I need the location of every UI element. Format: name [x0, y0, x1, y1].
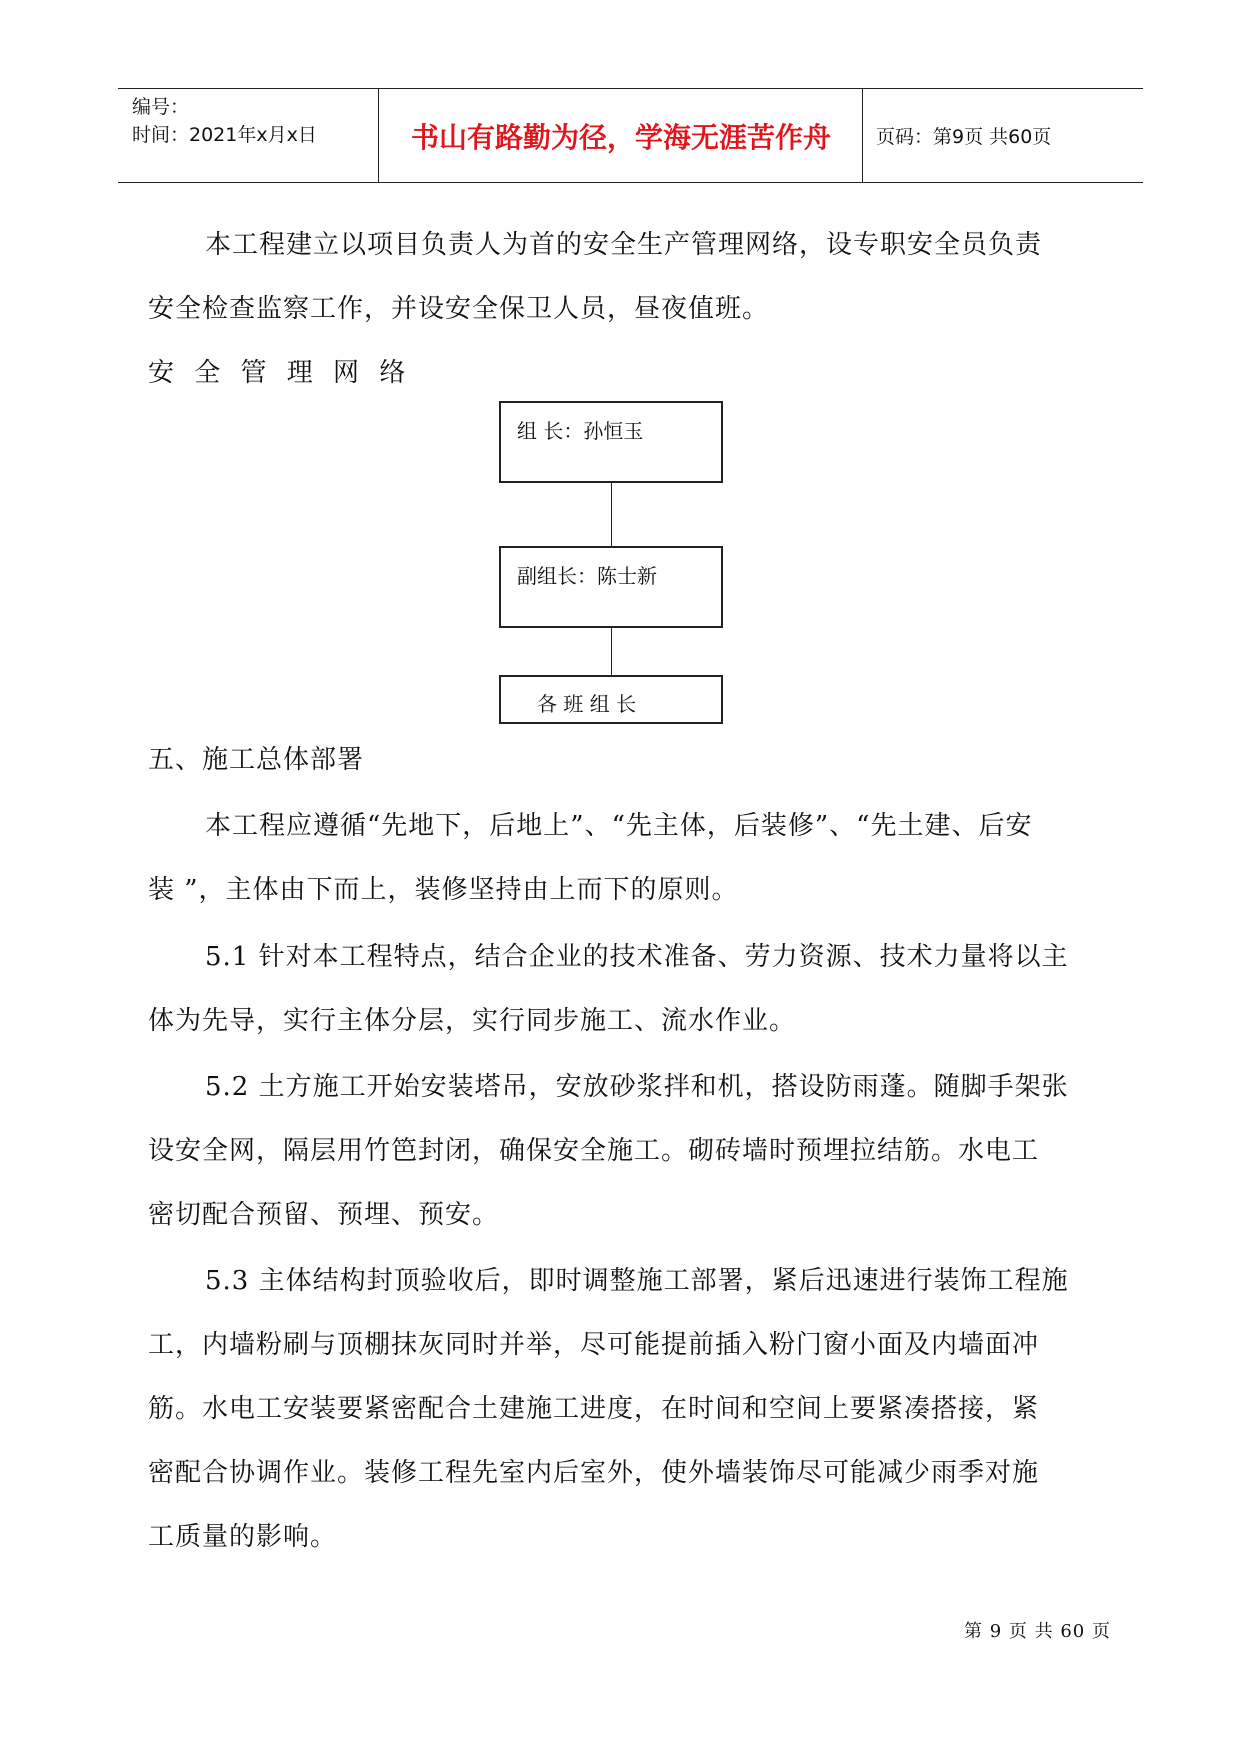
paragraph-line: 5.2 土方施工开始安装塔吊，安放砂浆拌和机，搭设防雨蓬。随脚手架张: [205, 1072, 1069, 1102]
org-box-leader: [499, 401, 723, 483]
paragraph-line: 安全检查监察工作，并设安全保卫人员，昼夜值班。: [148, 294, 770, 324]
page-header: [118, 88, 1143, 183]
network-title: 安 全 管 理 网 络: [148, 358, 412, 388]
section-heading: 五、施工总体部署: [148, 745, 365, 775]
paragraph-line: 5.3 主体结构封顶验收后，即时调整施工部署，紧后迅速进行装饰工程施: [205, 1266, 1069, 1296]
paragraph-line: 设安全网，隔层用竹笆封闭，确保安全施工。砌砖墙时预埋拉结筋。水电工: [148, 1136, 1040, 1166]
paragraph-line: 装 ”，主体由下而上，装修坚持由上而下的原则。: [148, 875, 739, 905]
org-box-deputy: [499, 546, 723, 628]
paragraph-line: 本工程应遵循“先地下，后地上”、“先主体，后装修”、“先土建、后安: [205, 811, 1033, 841]
org-deputy-label: 副组长：陈士新: [517, 564, 657, 588]
header-divider: [862, 89, 863, 182]
paragraph-line: 筋。水电工安装要紧密配合土建施工进度，在时间和空间上要紧凑搭接，紧: [148, 1394, 1040, 1424]
header-divider: [378, 89, 379, 182]
header-meta: [132, 93, 317, 149]
paragraph-line: 密切配合预留、预埋、预安。: [148, 1200, 500, 1230]
org-box-members: [499, 675, 723, 724]
org-connector: [611, 483, 612, 547]
paragraph-line: 体为先导，实行主体分层，实行同步施工、流水作业。: [148, 1006, 797, 1036]
org-leader-label: 组 长：孙恒玉: [517, 419, 644, 443]
page-footer: 第 9 页 共 60 页: [964, 1621, 1111, 1642]
paragraph-line: 本工程建立以项目负责人为首的安全生产管理网络，设专职安全员负责: [205, 230, 1043, 260]
document-time: 时间：2021年x月x日: [132, 124, 317, 146]
paragraph-line: 工质量的影响。: [148, 1522, 338, 1552]
paragraph-line: 工，内墙粉刷与顶棚抹灰同时并举，尽可能提前插入粉门窗小面及内墙面冲: [148, 1330, 1040, 1360]
paragraph-line: 密配合协调作业。装修工程先室内后室外，使外墙装饰尽可能减少雨季对施: [148, 1458, 1040, 1488]
org-connector: [611, 628, 612, 676]
paragraph-line: 5.1 针对本工程特点，结合企业的技术准备、劳力资源、技术力量将以主: [205, 942, 1069, 972]
document-number-label: 编号：: [132, 96, 190, 118]
header-page-info: 页码：第9页 共60页: [876, 126, 1052, 148]
header-motto: 书山有路勤为径，学海无涯苦作舟: [410, 120, 831, 154]
org-members-label: 各 班 组 长: [537, 692, 637, 716]
